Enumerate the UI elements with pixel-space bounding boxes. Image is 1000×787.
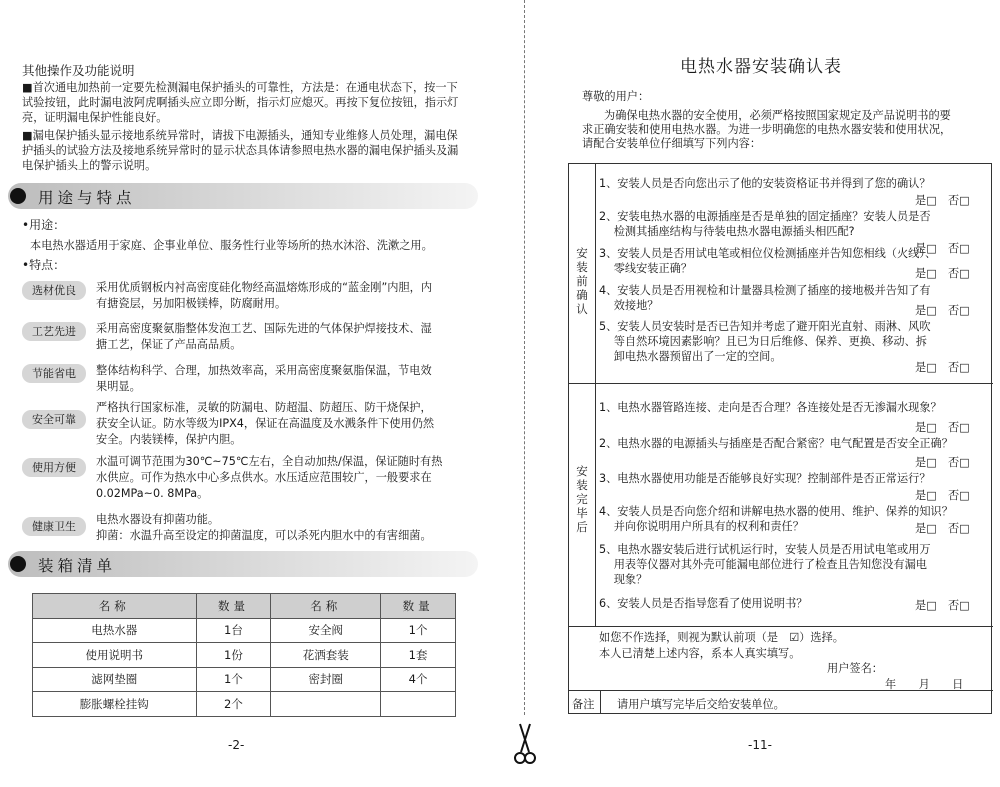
yes-no-checkbox[interactable]: 是□ 否□: [915, 361, 970, 374]
intro-line: 求正确安装和使用电热水器。为进一步明确您的电热水器安装和使用状况，: [582, 123, 952, 136]
table-cell: 电热水器: [33, 618, 197, 643]
after-question-4: 4、安装人员是否向您介绍和讲解电热水器的使用、维护、保养的知识？ 并向你说明用户所具有的权利和责任？: [599, 505, 953, 533]
other-ops-line: ■首次通电加热前一定要先检测漏电保护插头的可靠性，方法是：在通电状态下，按一下: [22, 81, 458, 94]
table-cell: 1套: [381, 643, 456, 668]
yes-no-checkbox[interactable]: 是□ 否□: [915, 599, 970, 612]
yes-no-checkbox[interactable]: 是□ 否□: [915, 421, 970, 434]
table-row: [33, 667, 456, 692]
feature-line: 电热水器设有抑菌功能。: [96, 513, 220, 526]
feature-tag: 工艺先进: [22, 322, 86, 341]
feature-line: 安全。内装镁棒，保护内胆。: [96, 433, 242, 446]
table-row: [33, 692, 456, 717]
row-divider: [569, 383, 993, 384]
column-divider: [595, 164, 596, 626]
remark-label: 备注: [572, 698, 595, 711]
table-cell: 2个: [196, 692, 271, 717]
feature-line: 采用高密度聚氨脂整体发泡工艺、国际先进的气体保护焊接技术、湿: [96, 322, 432, 335]
label-char: 装: [576, 478, 588, 492]
feature-desc: [96, 321, 481, 353]
feature-line: 搪工艺，保证了产品高品质。: [96, 338, 242, 351]
other-ops-line: 试验按钮，此时漏电波阿虎啊插头应立即分断，指示灯应熄灭。再按下复位按钮，指示灯: [22, 96, 459, 109]
usage-section-title: 用途与特点: [38, 189, 136, 207]
default-note: 如您不作选择，则视为默认前项（是 ☑）选择。: [599, 631, 844, 644]
label-char: 毕: [576, 506, 588, 520]
label-char: 装: [576, 260, 588, 274]
label-char: 后: [576, 520, 588, 534]
signature-field[interactable]: 用户签名：: [827, 662, 883, 675]
confirmation-form: [568, 163, 992, 714]
after-question-6: 6、安装人员是否指导您看了使用说明书？: [599, 597, 808, 610]
yes-no-checkbox[interactable]: 是□ 否□: [915, 522, 970, 535]
date-field[interactable]: 年 月 日: [885, 678, 964, 691]
feature-line: 获安全认证。防水等级为IPX4，保证在高温度及水溅条件下使用仍然: [96, 417, 435, 430]
usage-block: [22, 218, 492, 273]
yes-no-checkbox[interactable]: 是□ 否□: [915, 489, 970, 502]
table-header-cell: 名称: [271, 594, 381, 619]
table-header-row: [33, 594, 456, 619]
column-divider: [600, 690, 601, 714]
table-header-cell: 名称: [33, 594, 197, 619]
table-row: [33, 618, 456, 643]
page-number: -11-: [748, 738, 772, 752]
packing-section-title: 装箱清单: [38, 557, 117, 575]
yes-no-checkbox[interactable]: 是□ 否□: [915, 267, 970, 280]
table-cell: [271, 692, 381, 717]
row-divider: [569, 626, 993, 627]
packing-section-header: [8, 551, 478, 577]
confirm-note: 本人已清楚上述内容，系本人真实填写。: [599, 647, 801, 660]
bullet-dot-icon: [10, 556, 26, 572]
feature-line: 0.02MPa~0. 8MPa。: [96, 487, 209, 500]
label-char: 认: [576, 302, 588, 316]
feature-desc: [96, 454, 481, 502]
table-cell: 安全阀: [271, 618, 381, 643]
feature-tag: 安全可靠: [22, 410, 86, 429]
feature-line: 采用优质钢板内衬高密度硅化物经高温熔炼形成的“蓝金刚”内胆，内: [96, 281, 433, 294]
table-cell: 1份: [196, 643, 271, 668]
feature-desc: [96, 280, 481, 312]
feature-line: 抑菌：水温升高至设定的抑菌温度，可以杀死内胆水中的有害细菌。: [96, 529, 432, 542]
page-title: 电热水器安装确认表: [680, 57, 842, 77]
feature-line: 严格执行国家标准，灵敏的防漏电、防超温、防超压、防干烧保护，: [96, 401, 432, 414]
before-question-1: 1、安装人员是否向您出示了他的安装资格证书并得到了您的确认？: [599, 177, 931, 190]
other-ops-line: ■漏电保护插头显示接地系统异常时，请拔下电源插头，通知专业维修人员处理，漏电保: [22, 129, 458, 142]
table-cell: 1台: [196, 618, 271, 643]
right-page: [530, 0, 1000, 787]
remark-text: 请用户填写完毕后交给安装单位。: [617, 698, 785, 711]
intro-block: [582, 109, 1000, 151]
use-text: 本电热水器适用于家庭、企事业单位、服务性行业等场所的热水沐浴、洗漱之用。: [30, 239, 433, 252]
table-cell: 滤网垫圈: [33, 667, 197, 692]
yes-no-checkbox[interactable]: 是□ 否□: [915, 304, 970, 317]
packing-table: [32, 593, 456, 717]
yes-no-checkbox[interactable]: 是□ 否□: [915, 242, 970, 255]
label-char: 完: [576, 492, 588, 506]
table-header-cell: 数量: [196, 594, 271, 619]
table-cell: [381, 692, 456, 717]
other-ops-block: [22, 63, 492, 173]
page-number: -2-: [228, 738, 245, 752]
intro-line: 为确保电热水器的安全使用，必须严格按照国家规定及产品说明书的要: [604, 109, 951, 122]
table-cell: 膨胀螺栓挂钩: [33, 692, 197, 717]
before-question-5: 5、安装人员安装时是否已告知并考虑了避开阳光直射、雨淋、风吹 等自然环境因素影响？且已为日后维修、保养、更换、移动、拆 卸电热水器预留出了一定的空间。: [599, 320, 931, 363]
other-ops-line: 电保护插头上的警示说明。: [22, 159, 157, 172]
before-install-label: [572, 246, 592, 316]
table-cell: 1个: [381, 618, 456, 643]
table-cell: 花洒套装: [271, 643, 381, 668]
label-char: 安: [576, 246, 588, 260]
after-install-label: [572, 464, 592, 534]
label-char: 前: [576, 274, 588, 288]
feature-line: 水供应。可作为热水中心多点供水。水压适应范围较广，一般要求在: [96, 471, 432, 484]
page-divider: [524, 0, 525, 715]
after-question-5: 5、电热水器安装后进行试机运行时，安装人员是否用试电笔或用万 用表等仪器对其外壳可能漏电部位进行了检查且告知您没有漏电 现象？: [599, 543, 931, 586]
feature-tag: 节能省电: [22, 364, 86, 383]
yes-no-checkbox[interactable]: 是□ 否□: [915, 194, 970, 207]
label-char: 确: [576, 288, 588, 302]
feature-tag: 选材优良: [22, 281, 86, 300]
table-cell: 密封圈: [271, 667, 381, 692]
after-question-1: 1、电热水器管路连接、走向是否合理？各连接处是否无渗漏水现象？: [599, 401, 942, 414]
feature-line: 水温可调节范围为30℃~75℃左右，全自动加热/保温，保证随时有热: [96, 455, 443, 468]
feature-tag: 使用方便: [22, 458, 86, 477]
feature-line: 整体结构科学、合理，加热效率高，采用高密度聚氨脂保温，节电效: [96, 364, 432, 377]
feature-desc: [96, 400, 481, 448]
feature-tag: 健康卫生: [22, 517, 86, 536]
table-cell: 使用说明书: [33, 643, 197, 668]
other-ops-title: 其他操作及功能说明: [22, 63, 135, 78]
after-question-2: 2、电热水器的电源插头与插座是否配合紧密？电气配置是否安全正确？: [599, 437, 953, 450]
table-header-cell: 数量: [381, 594, 456, 619]
table-row: [33, 643, 456, 668]
feature-desc: [96, 363, 481, 395]
greeting: 尊敬的用户：: [582, 90, 650, 103]
before-question-4: 4、安装人员是否用视检和计量器具检测了插座的接地极并告知了有 效接地？: [599, 284, 931, 312]
bullet-dot-icon: [10, 188, 26, 204]
after-question-3: 3、电热水器使用功能是否能够良好实现？控制部件是否正常运行？: [599, 472, 931, 485]
table-cell: 4个: [381, 667, 456, 692]
label-char: 安: [576, 464, 588, 478]
use-label: •用途：: [22, 218, 66, 232]
feature-line: 有搪瓷层，另加阳极镁棒，防腐耐用。: [96, 297, 287, 310]
other-ops-line: 亮，证明漏电保护性能良好。: [22, 111, 168, 124]
other-ops-line: 护插头的试验方法及接地系统异常时的显示状态具体请参照电热水器的漏电保护插头及漏: [22, 144, 459, 157]
feature-line: 果明显。: [96, 380, 141, 393]
before-question-2: 2、安装电热水器的电源插座是否是单独的固定插座？安装人员是否 检测其插座结构与待装电热水器电源插头相匹配?: [599, 210, 931, 238]
table-cell: 1个: [196, 667, 271, 692]
intro-line: 请配合安装单位仔细填写下列内容：: [582, 137, 762, 150]
usage-section-header: [8, 183, 478, 209]
before-question-3: 3、安装人员是否用试电笔或相位仪检测插座并告知您相线（火线）、 零线安装正确？: [599, 247, 937, 275]
feature-desc: [96, 512, 481, 544]
feature-label: •特点：: [22, 258, 66, 272]
yes-no-checkbox[interactable]: 是□ 否□: [915, 456, 970, 469]
